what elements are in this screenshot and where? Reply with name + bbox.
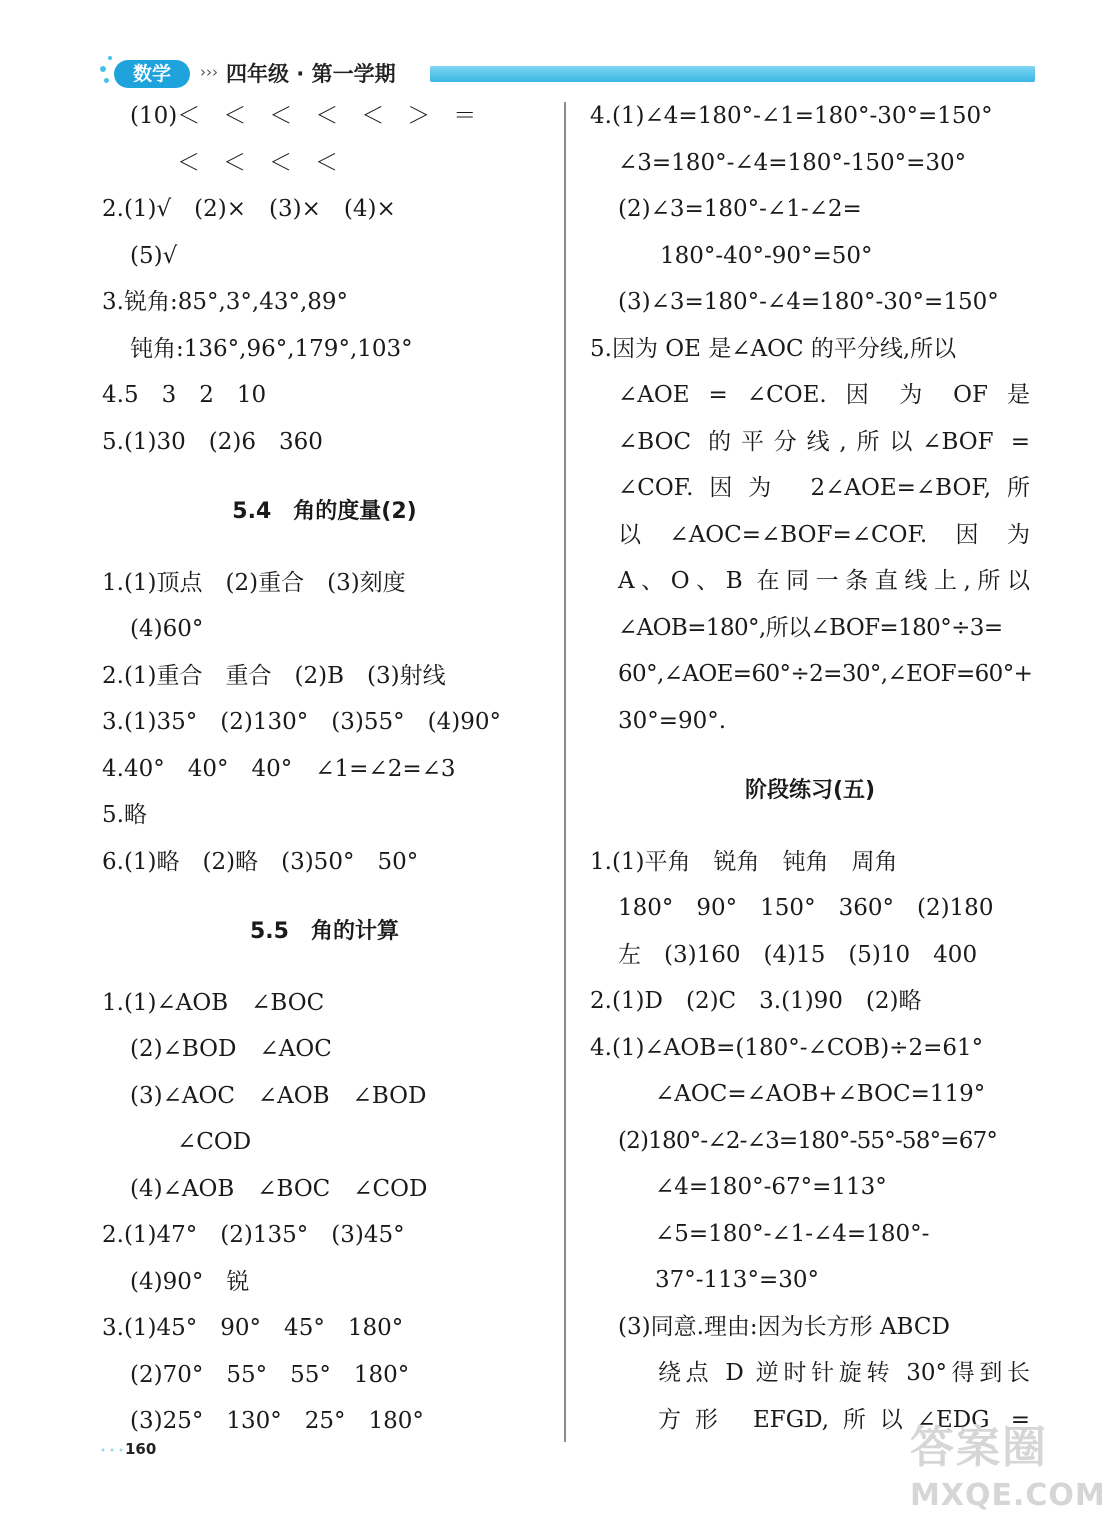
page-number: 160 [125, 1440, 157, 1458]
answer-line: 方形 EFGD,所以∠EDG = [658, 1406, 1030, 1433]
answer-line: 37°-113°=30° [655, 1267, 819, 1293]
answer-line: ∠AOC=∠AOB+∠BOC=119° [655, 1081, 986, 1107]
answer-line: 左 (3)160 (4)15 (5)10 400 [618, 941, 978, 968]
answer-line: (2)∠BOD ∠AOC [130, 1036, 332, 1062]
left-column [102, 93, 547, 1445]
answer-line: 绕点 D 逆时针旋转 30°得到长 [658, 1360, 1030, 1386]
watermark-logo: 答案圈 [910, 1422, 1048, 1473]
answer-line: ∠COF.因为 2∠AOE=∠BOF,所 [618, 475, 1030, 501]
grade-term-label: 四年级 · 第一学期 [226, 62, 396, 86]
answer-line: 2.(1)47° (2)135° (3)45° [102, 1222, 405, 1248]
answer-line: 180° 90° 150° 360° (2)180 [618, 895, 994, 921]
answer-line: ∠AOB=180°,所以∠BOF=180°÷3= [618, 614, 1003, 641]
answer-line: 3.(1)45° 90° 45° 180° [102, 1315, 404, 1341]
chevron-icon: ››› [200, 63, 218, 81]
answer-line: 1.(1)∠AOB ∠BOC [102, 989, 325, 1016]
answer-line: 以∠AOC=∠BOF=∠COF.因为 [618, 521, 1030, 548]
answer-line: ∠COD [177, 1129, 252, 1155]
answer-line: 2.(1)D (2)C 3.(1)90 (2)略 [590, 988, 922, 1014]
answer-line: ∠AOE = ∠COE. 因 为 OF 是 [618, 382, 1030, 408]
answer-line: 60°,∠AOE=60°÷2=30°,∠EOF=60°+ [618, 661, 1033, 687]
answer-line: (3)同意.理由:因为长方形 ABCD [618, 1313, 950, 1340]
page-header [100, 54, 1035, 94]
answer-line: 2.(1)重合 重合 (2)B (3)射线 [102, 662, 446, 689]
answer-line: ∠5=180°-∠1-∠4=180°- [655, 1220, 930, 1247]
answer-line: (3)25° 130° 25° 180° [130, 1408, 424, 1434]
answer-line: (2)∠3=180°-∠1-∠2= [618, 196, 862, 222]
answer-line: (10)＜ ＜ ＜ ＜ ＜ ＞ ＝ [130, 103, 477, 129]
answer-line: ∠3=180°-∠4=180°-150°=30° [618, 149, 967, 176]
answer-line: 3.(1)35° (2)130° (3)55° (4)90° [102, 709, 501, 735]
section-title: 5.5 角的计算 [250, 919, 399, 944]
answer-line: 4.(1)∠AOB=(180°-∠COB)÷2=61° [590, 1034, 984, 1061]
answer-line: A、O、B 在同一条直线上,所以 [618, 568, 1030, 594]
answer-line: (3)∠AOC ∠AOB ∠BOD [130, 1082, 427, 1109]
answer-line: ∠BOC 的平分线,所以∠BOF = [618, 428, 1030, 455]
answer-line: (5)√ [130, 242, 178, 269]
answer-line: 4.40° 40° 40° ∠1=∠2=∠3 [102, 755, 456, 782]
watermark-url: MXQE.COM [910, 1478, 1106, 1513]
answer-line: 30°=90°. [618, 707, 727, 734]
section-title: 5.4 角的度量(2) [232, 499, 417, 524]
answer-line: 4.(1)∠4=180°-∠1=180°-30°=150° [590, 103, 993, 129]
page-dots-icon: • • • [100, 1446, 125, 1457]
answer-line: 6.(1)略 (2)略 (3)50° 50° [102, 848, 419, 875]
header-bar [430, 66, 1035, 82]
answer-line: 3.锐角:85°,3°,43°,89° [102, 289, 349, 315]
answer-line: ∠4=180°-67°=113° [655, 1174, 887, 1200]
answer-line: 5.(1)30 (2)6 360 [102, 428, 323, 455]
answer-line: 1.(1)平角 锐角 钝角 周角 [590, 848, 898, 875]
answer-line: 5.略 [102, 802, 147, 828]
answer-line: 钝角:136°,96°,179°,103° [130, 335, 413, 362]
answer-line: (4)∠AOB ∠BOC ∠COD [130, 1175, 428, 1202]
section-title: 阶段练习(五) [744, 778, 876, 803]
answer-line: 1.(1)顶点 (2)重合 (3)刻度 [102, 569, 406, 596]
answer-line: 5.因为 OE 是∠AOC 的平分线,所以 [590, 335, 957, 362]
answer-line: (2)180°-∠2-∠3=180°-55°-58°=67° [618, 1127, 998, 1154]
answer-line: (4)60° [130, 616, 204, 642]
subject-badge: 数学 [114, 60, 190, 88]
answer-line: 4.5 3 2 10 [102, 382, 267, 408]
answer-line: ＜ ＜ ＜ ＜ [177, 149, 338, 176]
answer-line: (2)70° 55° 55° 180° [130, 1361, 410, 1388]
watermark [910, 1420, 1106, 1530]
answer-line: (3)∠3=180°-∠4=180°-30°=150° [618, 289, 999, 315]
right-column [590, 93, 1033, 1443]
answer-line: 2.(1)√ (2)× (3)× (4)× [102, 196, 396, 222]
answer-line: 180°-40°-90°=50° [660, 242, 873, 269]
answer-line: (4)90° 锐 [130, 1268, 250, 1295]
column-divider [564, 102, 566, 1442]
